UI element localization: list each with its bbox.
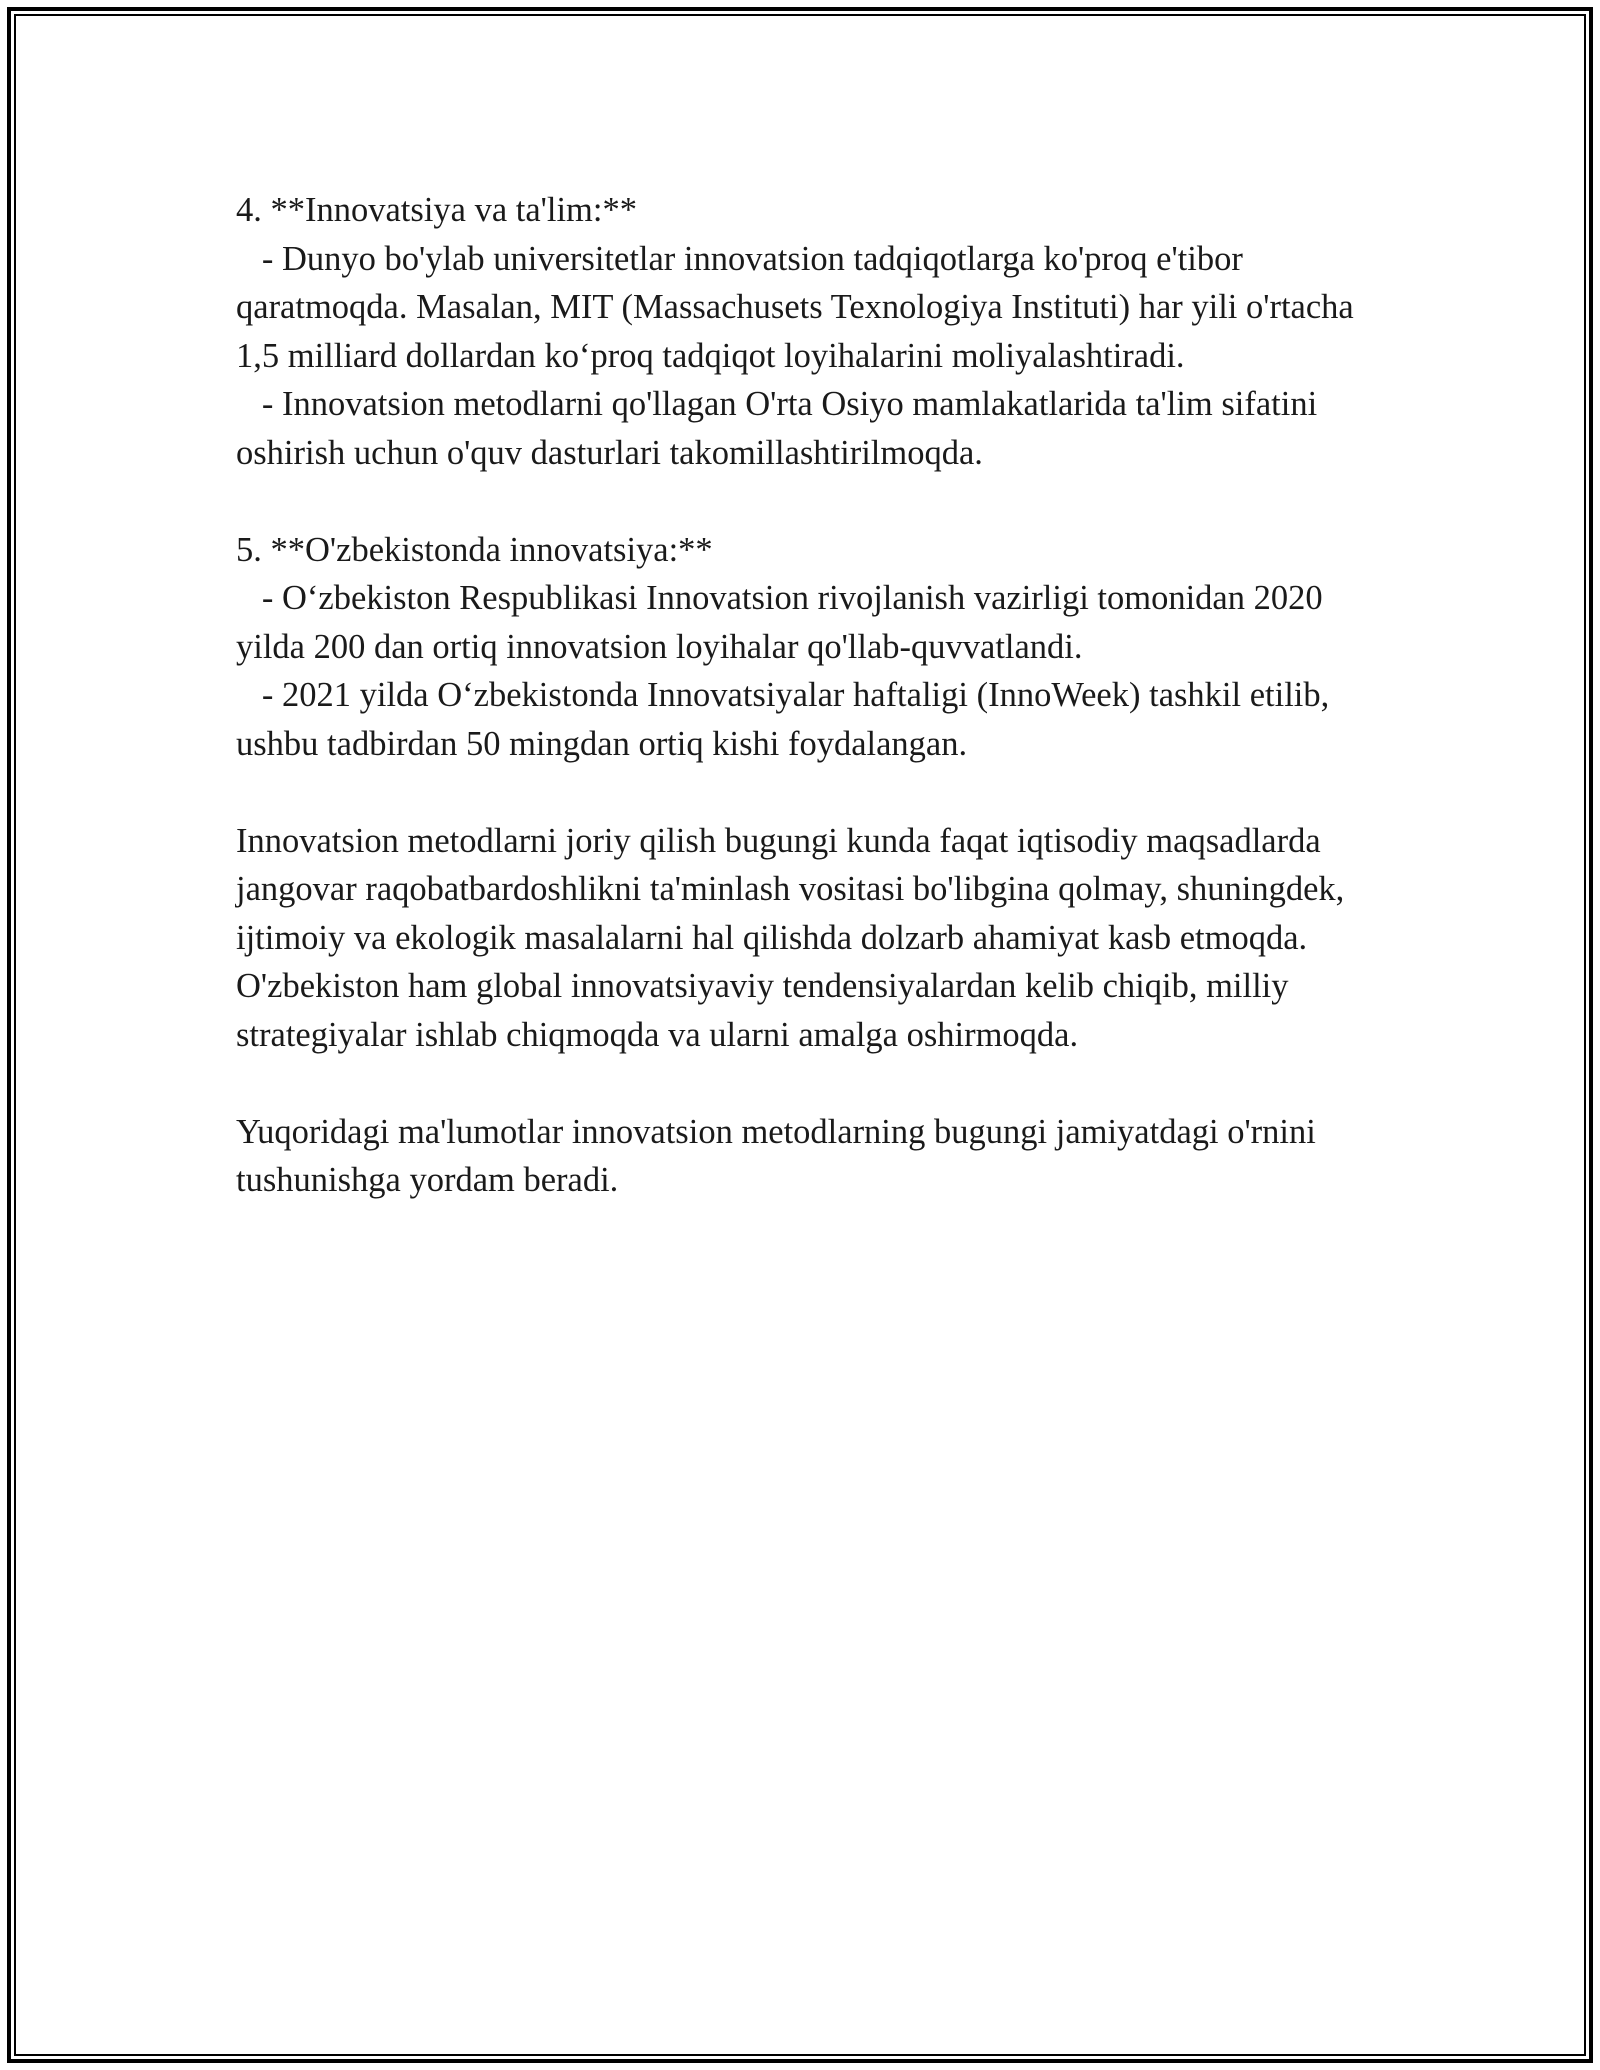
paragraph-gap xyxy=(236,1059,1366,1108)
section-heading: 5. **O'zbekistonda innovatsiya:** xyxy=(236,530,713,569)
bullet-item: - 2021 yilda O‘zbekistonda Innovatsiyalar haftaligi (InnoWeek) tashkil etilib, ushbu tadbirdan 50 mingdan ortiq kishi foydalangan. xyxy=(236,676,1338,763)
bullet-item: - O‘zbekiston Respublikasi Innovatsion rivojlanish vazirligi tomonidan 2020 yilda 200 dan ortiq innovatsion loyihalar qo'llab-quvvatlandi. xyxy=(236,579,1332,666)
conclusion-paragraph: Innovatsion metodlarni joriy qilish bugungi kunda faqat iqtisodiy maqsadlarda jangovar raqobatbardoshlikni ta'minlash vositasi bo'libgina qolmay, shuningdek, ijtimoiy va ekologik masalalarni hal qilishda dolzarb ahamiyat kasb etmoqda. O'zbekiston ham global innovatsiyaviy tendensiyalardan kelib chiqib, milliy strategiyalar ishlab chiqmoqda va ularni amalga oshirmoqda. xyxy=(236,821,1353,1054)
bullet-item: - Innovatsion metodlarni qo'llagan O'rta Osiyo mamlakatlarida ta'lim sifatini oshirish uchun o'quv dasturlari takomillashtirilmoqda. xyxy=(236,385,1326,472)
bullet-item: - Dunyo bo'ylab universitetlar innovatsion tadqiqotlarga ko'proq e'tibor qaratmoqda. Masalan, MIT (Massachusets Texnologiya Instituti) har yili o'rtacha 1,5 milliard dollardan ko‘proq tadqiqot loyihalarini moliyalashtiradi. xyxy=(236,239,1363,375)
paragraph-gap xyxy=(236,477,1366,526)
paragraph-gap xyxy=(236,768,1366,817)
section-heading: 4. **Innovatsiya va ta'lim:** xyxy=(236,191,637,229)
section-innovation-uzbekistan xyxy=(236,526,1366,769)
document-body xyxy=(236,186,1366,1205)
closing-paragraph: Yuqoridagi ma'lumotlar innovatsion metodlarning bugungi jamiyatdagi o'rnini tushunishga yordam beradi. xyxy=(236,1112,1325,1199)
section-innovation-education xyxy=(236,186,1366,477)
